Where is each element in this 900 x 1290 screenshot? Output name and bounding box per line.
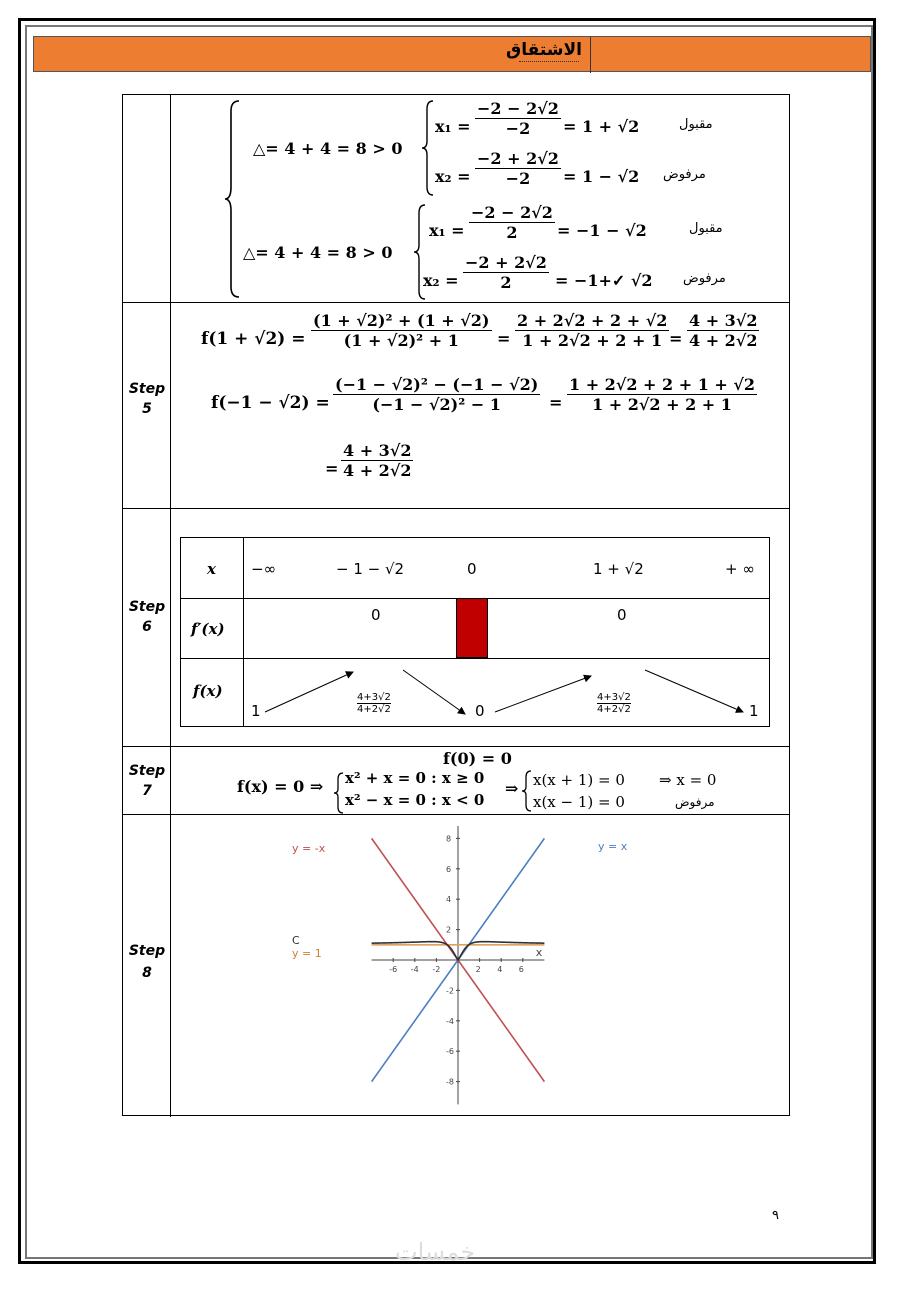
vt-x-pinf: + ∞ bbox=[725, 560, 755, 578]
vt-row-fp: f′(x) bbox=[191, 620, 225, 638]
b-x1-den: 2 bbox=[506, 223, 518, 242]
x-tick-label: 6 bbox=[518, 965, 524, 974]
f2-eq1: = bbox=[549, 393, 563, 412]
f2-frac3 bbox=[341, 441, 413, 480]
vt-f-max2-num: 4+3√2 bbox=[597, 692, 631, 703]
y-tick-label: 4 bbox=[446, 895, 452, 905]
step5-label-cell bbox=[123, 303, 171, 508]
arrow-up-2 bbox=[495, 676, 591, 712]
vt-f-left: 1 bbox=[251, 702, 261, 720]
b-x1-frac bbox=[469, 203, 555, 242]
step7-row bbox=[123, 747, 789, 815]
step4-label-cell bbox=[123, 95, 171, 302]
step8-label: Step bbox=[128, 943, 166, 959]
f1-lhs: f(1 + √2) = bbox=[201, 329, 306, 349]
conclusion: ⇒ x = 0 bbox=[659, 771, 717, 789]
b-x1-rhs: = −1 − √2 bbox=[557, 221, 647, 240]
x-tick-label: 2 bbox=[475, 965, 481, 974]
label-y-neg-x: y = -x bbox=[292, 842, 326, 855]
step6-number: 6 bbox=[142, 619, 152, 635]
y-tick-label: 6 bbox=[446, 864, 452, 874]
label-y-one: y = 1 bbox=[292, 947, 322, 960]
outer-brace bbox=[223, 99, 243, 299]
brace-a bbox=[421, 99, 435, 197]
x-tick-label: 4 bbox=[497, 965, 503, 974]
y-tick-label: -8 bbox=[446, 1077, 454, 1087]
f1-frac2 bbox=[515, 311, 669, 350]
f1-num2: 2 + 2√2 + 2 + √2 bbox=[517, 311, 668, 330]
f1-den: (1 + √2)² + 1 bbox=[343, 331, 459, 350]
f2-num: (−1 − √2)² − (−1 − √2) bbox=[335, 375, 539, 394]
step7-label: Step bbox=[128, 763, 166, 779]
page-number: ٩ bbox=[772, 1208, 779, 1223]
implies: ⇒ bbox=[505, 779, 519, 798]
vt-fp-zero-2: 0 bbox=[617, 606, 627, 624]
a-x2-frac bbox=[475, 149, 561, 188]
a-x1-den: −2 bbox=[505, 119, 531, 138]
x-tick-label: -6 bbox=[389, 965, 398, 974]
a-rejected: مرفوض bbox=[663, 167, 706, 182]
step7-brace-1 bbox=[333, 771, 345, 815]
a-accepted: مقبول bbox=[679, 117, 713, 132]
f1-den3: 4 + 2√2 bbox=[689, 331, 758, 350]
f2-frac bbox=[333, 375, 540, 414]
x-tick-label: -4 bbox=[410, 965, 419, 974]
y-tick-label: -2 bbox=[446, 986, 454, 996]
fx-zero-lhs: f(x) = 0 ⇒ bbox=[237, 777, 324, 796]
step5-row bbox=[123, 303, 789, 509]
y-tick-label: 8 bbox=[446, 834, 452, 844]
vt-x-neg: − 1 − √2 bbox=[336, 560, 405, 578]
vt-f-mid: 0 bbox=[475, 702, 485, 720]
vt-f-max1-num: 4+3√2 bbox=[357, 692, 391, 703]
result-1: x(x + 1) = 0 bbox=[533, 771, 625, 789]
delta-line-2: △= 4 + 4 = 8 > 0 bbox=[243, 243, 393, 262]
arrow-down-2 bbox=[645, 670, 743, 712]
f1-eq1: = bbox=[497, 329, 511, 348]
f2-num3: 4 + 3√2 bbox=[343, 441, 412, 460]
vt-arrows bbox=[181, 658, 769, 726]
a-x2-lhs: x₂ = bbox=[435, 167, 471, 186]
f1-den2: 1 + 2√2 + 2 + 1 bbox=[522, 331, 663, 350]
f1-frac bbox=[311, 311, 492, 350]
b-x2-den: 2 bbox=[500, 273, 512, 292]
vt-row-f: f(x) bbox=[193, 682, 223, 700]
b-x1-lhs: x₁ = bbox=[429, 221, 465, 240]
function-graph bbox=[280, 826, 640, 1110]
chapter-title: الاشتقاق bbox=[506, 40, 582, 60]
arrow-up-1 bbox=[265, 672, 353, 712]
step7-number: 7 bbox=[142, 783, 152, 799]
b-x2-num: −2 + 2√2 bbox=[465, 253, 547, 272]
case-1: x² + x = 0 : x ≥ 0 bbox=[345, 769, 485, 787]
f2-num2: 1 + 2√2 + 2 + 1 + √2 bbox=[569, 375, 756, 394]
vt-f-right: 1 bbox=[749, 702, 759, 720]
b-x2-frac bbox=[463, 253, 549, 292]
step4-row bbox=[123, 95, 789, 303]
delta-line-1: △= 4 + 4 = 8 > 0 bbox=[253, 139, 403, 158]
a-x2-den: −2 bbox=[505, 169, 531, 188]
f2-frac2 bbox=[567, 375, 757, 414]
f2-lhs: f(−1 − √2) = bbox=[211, 393, 330, 413]
a-x1-frac bbox=[475, 99, 561, 138]
x-axis-label: x bbox=[535, 946, 543, 959]
watermark: خمسات bbox=[395, 1238, 476, 1266]
a-x2-num: −2 + 2√2 bbox=[477, 149, 559, 168]
result-2: x(x − 1) = 0 bbox=[533, 793, 625, 811]
vt-x-zero: 0 bbox=[467, 560, 477, 578]
b-x1-num: −2 − 2√2 bbox=[471, 203, 553, 222]
b-rejected: مرفوض bbox=[683, 271, 726, 286]
vt-x-pos: 1 + √2 bbox=[593, 560, 644, 578]
variation-table bbox=[180, 537, 770, 727]
x-tick-label: -2 bbox=[432, 965, 441, 974]
f2-eq2: = bbox=[325, 459, 339, 478]
label-curve-c: C bbox=[292, 934, 300, 947]
a-x1-lhs: x₁ = bbox=[435, 117, 471, 136]
step8-number: 8 bbox=[142, 965, 152, 981]
vt-forbidden-cell bbox=[456, 598, 488, 658]
step6-label-cell bbox=[123, 509, 171, 746]
vt-x-minf: −∞ bbox=[251, 560, 277, 578]
step8-label-cell bbox=[123, 815, 171, 1117]
case-2: x² − x = 0 : x < 0 bbox=[345, 791, 485, 809]
arrow-down-1 bbox=[403, 670, 465, 714]
f1-num3: 4 + 3√2 bbox=[689, 311, 758, 330]
step7-brace-2 bbox=[521, 769, 533, 813]
vt-fp-zero-1: 0 bbox=[371, 606, 381, 624]
f0-line: f(0) = 0 bbox=[443, 749, 512, 768]
step7-label-cell bbox=[123, 747, 171, 814]
f1-eq2: = bbox=[669, 329, 683, 348]
chapter-header bbox=[33, 36, 871, 72]
a-x2-rhs: = 1 − √2 bbox=[563, 167, 640, 186]
f1-num: (1 + √2)² + (1 + √2) bbox=[313, 311, 490, 330]
vt-f-max2-den: 4+2√2 bbox=[597, 704, 631, 715]
a-x1-rhs: = 1 + √2 bbox=[563, 117, 640, 136]
b-x2-rhs: = −1+✓ √2 bbox=[555, 271, 653, 290]
b-x2-lhs: x₂ = bbox=[423, 271, 459, 290]
header-subline bbox=[519, 61, 579, 65]
y-tick-label: -4 bbox=[446, 1016, 454, 1026]
step5-number: 5 bbox=[142, 401, 152, 417]
vt-row-x: x bbox=[207, 560, 216, 578]
b-accepted: مقبول bbox=[689, 221, 723, 236]
f1-frac3 bbox=[687, 311, 759, 350]
a-x1-num: −2 − 2√2 bbox=[477, 99, 559, 118]
y-tick-label: 2 bbox=[446, 925, 452, 935]
label-y-x: y = x bbox=[598, 840, 628, 853]
f2-den2: 1 + 2√2 + 2 + 1 bbox=[592, 395, 732, 414]
vt-f-max1-den: 4+2√2 bbox=[357, 704, 391, 715]
step7-rejected: مرفوض bbox=[675, 795, 715, 809]
step6-label: Step bbox=[128, 599, 166, 615]
f2-den3: 4 + 2√2 bbox=[343, 461, 412, 480]
header-divider bbox=[590, 37, 591, 73]
f2-den: (−1 − √2)² − 1 bbox=[372, 395, 501, 414]
y-tick-label: -6 bbox=[446, 1047, 454, 1057]
step5-label: Step bbox=[128, 381, 166, 397]
